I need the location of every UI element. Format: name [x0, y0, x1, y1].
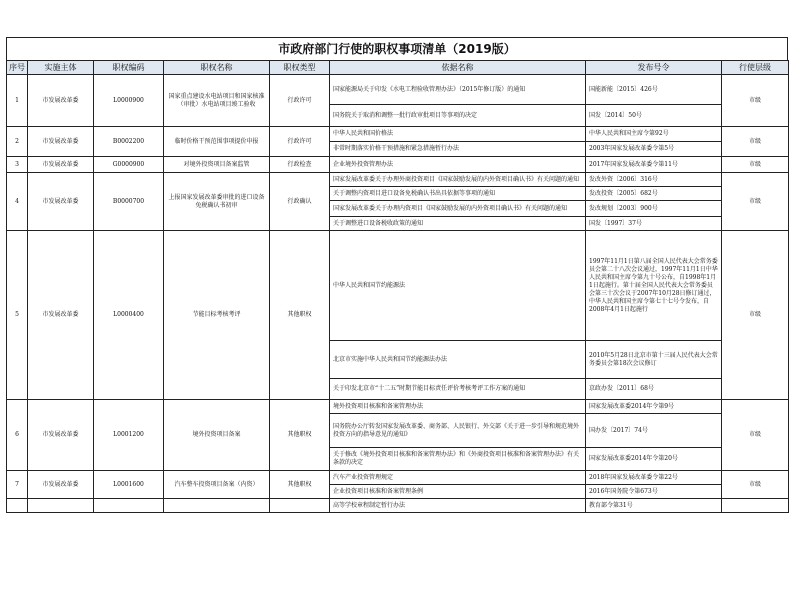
- col-header-code: 职权编码: [94, 61, 164, 75]
- cell-level: 市级: [722, 157, 789, 173]
- cell-seq: 5: [7, 231, 28, 400]
- cell-type: [270, 499, 330, 513]
- cell-doc: 2017年国家发展改革委令第11号: [586, 157, 722, 173]
- cell-basis: 企业境外投资管理办法: [330, 157, 586, 173]
- cell-doc: 教育部令第31号: [586, 499, 722, 513]
- cell-doc: 2016年国务院令第673号: [586, 485, 722, 499]
- cell-level: 市级: [722, 400, 789, 471]
- cell-name: 国家重点建设水电站项目和国家核准（审批）水电站项目竣工验收: [164, 75, 270, 127]
- cell-level: 市级: [722, 471, 789, 499]
- cell-doc: 中华人民共和国主席令第92号: [586, 127, 722, 142]
- sheet: [6, 37, 788, 513]
- cell-type: 行政许可: [270, 75, 330, 127]
- cell-code: B0000700: [94, 173, 164, 231]
- cell-code: L0001200: [94, 400, 164, 471]
- col-header-type: 职权类型: [270, 61, 330, 75]
- cell-basis: 汽车产业投资管理规定: [330, 471, 586, 485]
- cell-code: L0000400: [94, 231, 164, 400]
- cell-basis: 境外投资项目核准和备案管理办法: [330, 400, 586, 414]
- cell-name: 节能目标考核考评: [164, 231, 270, 400]
- table-row: [7, 75, 789, 105]
- cell-basis: 国务院办公厅转发国家发展改革委、商务部、人民银行、外交部《关于进一步引导和规范境外投资方向的指导意见的通知》: [330, 414, 586, 448]
- cell-entity: 市发展改革委: [28, 127, 94, 157]
- cell-basis: 国家能源局关于印发《水电工程验收管理办法》（2015年修订版）的通知: [330, 75, 586, 105]
- col-header-entity: 实施主体: [28, 61, 94, 75]
- cell-basis: 北京市实施中华人民共和国节约能源法办法: [330, 341, 586, 379]
- cell-doc: 1997年11月1日第八届全国人民代表大会常务委员会第二十八次会议通过，1997年11月1日中华人民共和国主席令第九十号公布，自1998年1月1日起施行。第十届全国人民代表大会常务委员会第三十次会议于2007年10月28日修订通过，中华人民共和国主席令第七十七号令发布，自2008年4月1日起施行: [586, 231, 722, 341]
- cell-doc: 国办发〔2017〕74号: [586, 414, 722, 448]
- table-row: [7, 499, 789, 513]
- cell-basis: 关于修改《境外投资项目核准和备案管理办法》和《外商投资项目核准和备案管理办法》有关条款的决定: [330, 448, 586, 471]
- cell-doc: 国发〔2014〕50号: [586, 105, 722, 127]
- page-title: 市政府部门行使的职权事项清单（2019版）: [6, 37, 788, 60]
- cell-doc: 发改规划〔2003〕900号: [586, 201, 722, 217]
- cell-basis: 关于调整内资项目进口设备免税确认书出具依据等事项的通知: [330, 187, 586, 201]
- col-header-name: 职权名称: [164, 61, 270, 75]
- cell-doc: 2018年国家发展改革委令第22号: [586, 471, 722, 485]
- cell-level: [722, 499, 789, 513]
- cell-basis: 中华人民共和国价格法: [330, 127, 586, 142]
- col-header-doc: 发布号令: [586, 61, 722, 75]
- cell-level: 市级: [722, 75, 789, 127]
- authority-table: [6, 60, 789, 513]
- table-row: [7, 231, 789, 341]
- cell-doc: 2010年5月28日北京市第十三届人民代表大会常务委员会第18次会议修订: [586, 341, 722, 379]
- table-row: [7, 157, 789, 173]
- cell-doc: 发改投资〔2005〕682号: [586, 187, 722, 201]
- cell-level: 市级: [722, 173, 789, 231]
- cell-name: 临时价格干预范围事项提价申报: [164, 127, 270, 157]
- cell-basis: 高等学校章程制定暂行办法: [330, 499, 586, 513]
- cell-seq: 3: [7, 157, 28, 173]
- cell-entity: 市发展改革委: [28, 173, 94, 231]
- cell-seq: [7, 499, 28, 513]
- cell-entity: 市发展改革委: [28, 471, 94, 499]
- cell-basis: 企业投资项目核准和备案管理条例: [330, 485, 586, 499]
- cell-entity: [28, 499, 94, 513]
- cell-entity: 市发展改革委: [28, 75, 94, 127]
- cell-seq: 7: [7, 471, 28, 499]
- cell-basis: 非常时期落实价格干预措施和紧急措施暂行办法: [330, 142, 586, 157]
- cell-type: 行政检查: [270, 157, 330, 173]
- cell-level: 市级: [722, 231, 789, 400]
- cell-basis: 国务院关于取消和调整一批行政审批项目等事项的决定: [330, 105, 586, 127]
- cell-basis: 关于印发北京市“十二五”时期节能目标责任评价考核考评工作方案的通知: [330, 379, 586, 400]
- cell-code: L0000900: [94, 75, 164, 127]
- cell-name: 境外投资项目备案: [164, 400, 270, 471]
- cell-doc: 2003年国家发展改革委令第5号: [586, 142, 722, 157]
- cell-level: 市级: [722, 127, 789, 157]
- col-header-level: 行使层级: [722, 61, 789, 75]
- cell-basis: 国家发展改革委关于办理外商投资项目《国家鼓励发展的内外资项目确认书》有关问题的通知: [330, 173, 586, 187]
- cell-type: 其他职权: [270, 231, 330, 400]
- table-row: [7, 127, 789, 142]
- cell-seq: 2: [7, 127, 28, 157]
- cell-type: 其他职权: [270, 400, 330, 471]
- cell-entity: 市发展改革委: [28, 157, 94, 173]
- cell-name: 汽车整车投资项目备案（内资）: [164, 471, 270, 499]
- cell-doc: 国发〔1997〕37号: [586, 217, 722, 231]
- cell-basis: 国家发展改革委关于办理内资项目《国家鼓励发展的内外资项目确认书》有关问题的通知: [330, 201, 586, 217]
- header-row: [7, 61, 789, 75]
- table-row: [7, 173, 789, 187]
- cell-doc: 国家发展改革委2014年令第20号: [586, 448, 722, 471]
- cell-name: [164, 499, 270, 513]
- cell-type: 其他职权: [270, 471, 330, 499]
- col-header-seq: 序号: [7, 61, 28, 75]
- cell-seq: 1: [7, 75, 28, 127]
- cell-code: L0001600: [94, 471, 164, 499]
- cell-entity: 市发展改革委: [28, 400, 94, 471]
- table-row: [7, 400, 789, 414]
- cell-name: 对境外投资项目备案监管: [164, 157, 270, 173]
- cell-doc: 发改外资〔2006〕316号: [586, 173, 722, 187]
- cell-code: [94, 499, 164, 513]
- cell-code: G0000900: [94, 157, 164, 173]
- cell-basis: 关于调整进口设备税收政策的通知: [330, 217, 586, 231]
- cell-name: 上报国家发展改革委审批的进口设备免税确认书初审: [164, 173, 270, 231]
- cell-doc: 国能新能〔2015〕426号: [586, 75, 722, 105]
- cell-seq: 4: [7, 173, 28, 231]
- cell-type: 行政确认: [270, 173, 330, 231]
- cell-doc: 京政办发〔2011〕68号: [586, 379, 722, 400]
- cell-basis: 中华人民共和国节约能源法: [330, 231, 586, 341]
- table-row: [7, 471, 789, 485]
- cell-entity: 市发展改革委: [28, 231, 94, 400]
- table-body: [7, 75, 789, 513]
- cell-type: 行政许可: [270, 127, 330, 157]
- cell-code: B0002200: [94, 127, 164, 157]
- cell-doc: 国家发展改革委2014年令第9号: [586, 400, 722, 414]
- cell-seq: 6: [7, 400, 28, 471]
- col-header-basis: 依据名称: [330, 61, 586, 75]
